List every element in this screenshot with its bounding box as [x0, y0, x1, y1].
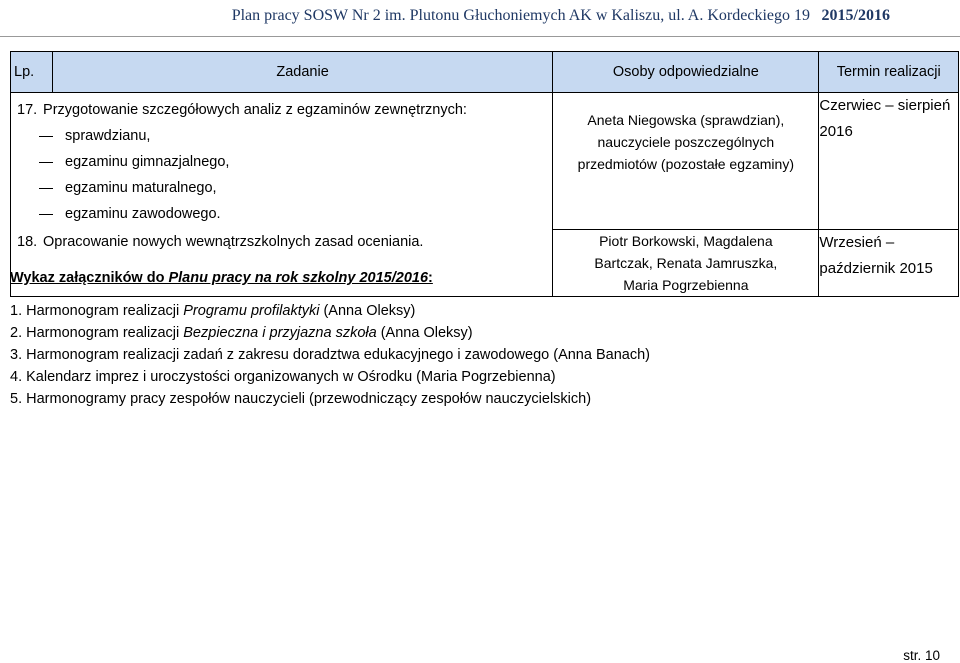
- plan-table: [10, 51, 959, 297]
- table-header-row: [11, 52, 959, 93]
- task-text: Opracowanie nowych wewnątrzszkolnych zasad oceniania.: [43, 234, 424, 250]
- row-number: 17.: [17, 102, 38, 118]
- list-item: 1. Harmonogram realizacji Programu profilaktyki (Anna Oleksy): [10, 303, 416, 319]
- col-header-task: Zadanie: [52, 52, 552, 93]
- list-item: 3. Harmonogram realizacji zadań z zakresu doradztwa edukacyjnego i zawodowego (Anna Banach): [10, 347, 650, 363]
- list-item: 2. Harmonogram realizacji Bezpieczna i przyjazna szkoła (Anna Oleksy): [10, 325, 473, 341]
- list-item: egzaminu maturalnego,: [17, 175, 546, 201]
- table-row: [11, 93, 959, 230]
- term-cell: Wrzesień – październik 2015: [819, 229, 959, 296]
- term-cell: Czerwiec – sierpień 2016: [819, 93, 959, 230]
- col-header-responsible: Osoby odpowiedzialne: [553, 52, 819, 93]
- list-item: 4. Kalendarz imprez i uroczystości organizowanych w Ośrodku (Maria Pogrzebienna): [10, 369, 556, 385]
- list-item: egzaminu zawodowego.: [17, 201, 546, 227]
- task-sublist: [17, 123, 546, 227]
- responsible-cell: Piotr Borkowski, Magdalena Bartczak, Renata Jamruszka, Maria Pogrzebienna: [553, 229, 819, 296]
- row-number: 18.: [17, 234, 38, 250]
- attachments-list: [10, 300, 650, 410]
- col-header-lp: Lp.: [11, 52, 53, 93]
- page-number: str. 10: [903, 648, 940, 663]
- list-item: 5. Harmonogramy pracy zespołów nauczycieli (przewodniczący zespołów nauczycielskich): [10, 391, 592, 407]
- attachments-title: Wykaz załączników do Planu pracy na rok szkolny 2015/2016:: [10, 270, 433, 286]
- task-text: Przygotowanie szczegółowych analiz z egzaminów zewnętrznych:: [43, 102, 467, 118]
- header-title: Plan pracy SOSW Nr 2 im. Plutonu Głuchoniemych AK w Kaliszu, ul. A. Kordeckiego 19: [231, 7, 810, 24]
- header-year: 2015/2016: [821, 7, 890, 24]
- list-item: egzaminu gimnazjalnego,: [17, 149, 546, 175]
- task-cell: [11, 93, 553, 230]
- page-header: [0, 0, 960, 37]
- responsible-cell: Aneta Niegowska (sprawdzian), nauczyciele poszczególnych przedmiotów (pozostałe egzaminy): [553, 93, 819, 230]
- col-header-term: Termin realizacji: [819, 52, 959, 93]
- list-item: sprawdzianu,: [17, 123, 546, 149]
